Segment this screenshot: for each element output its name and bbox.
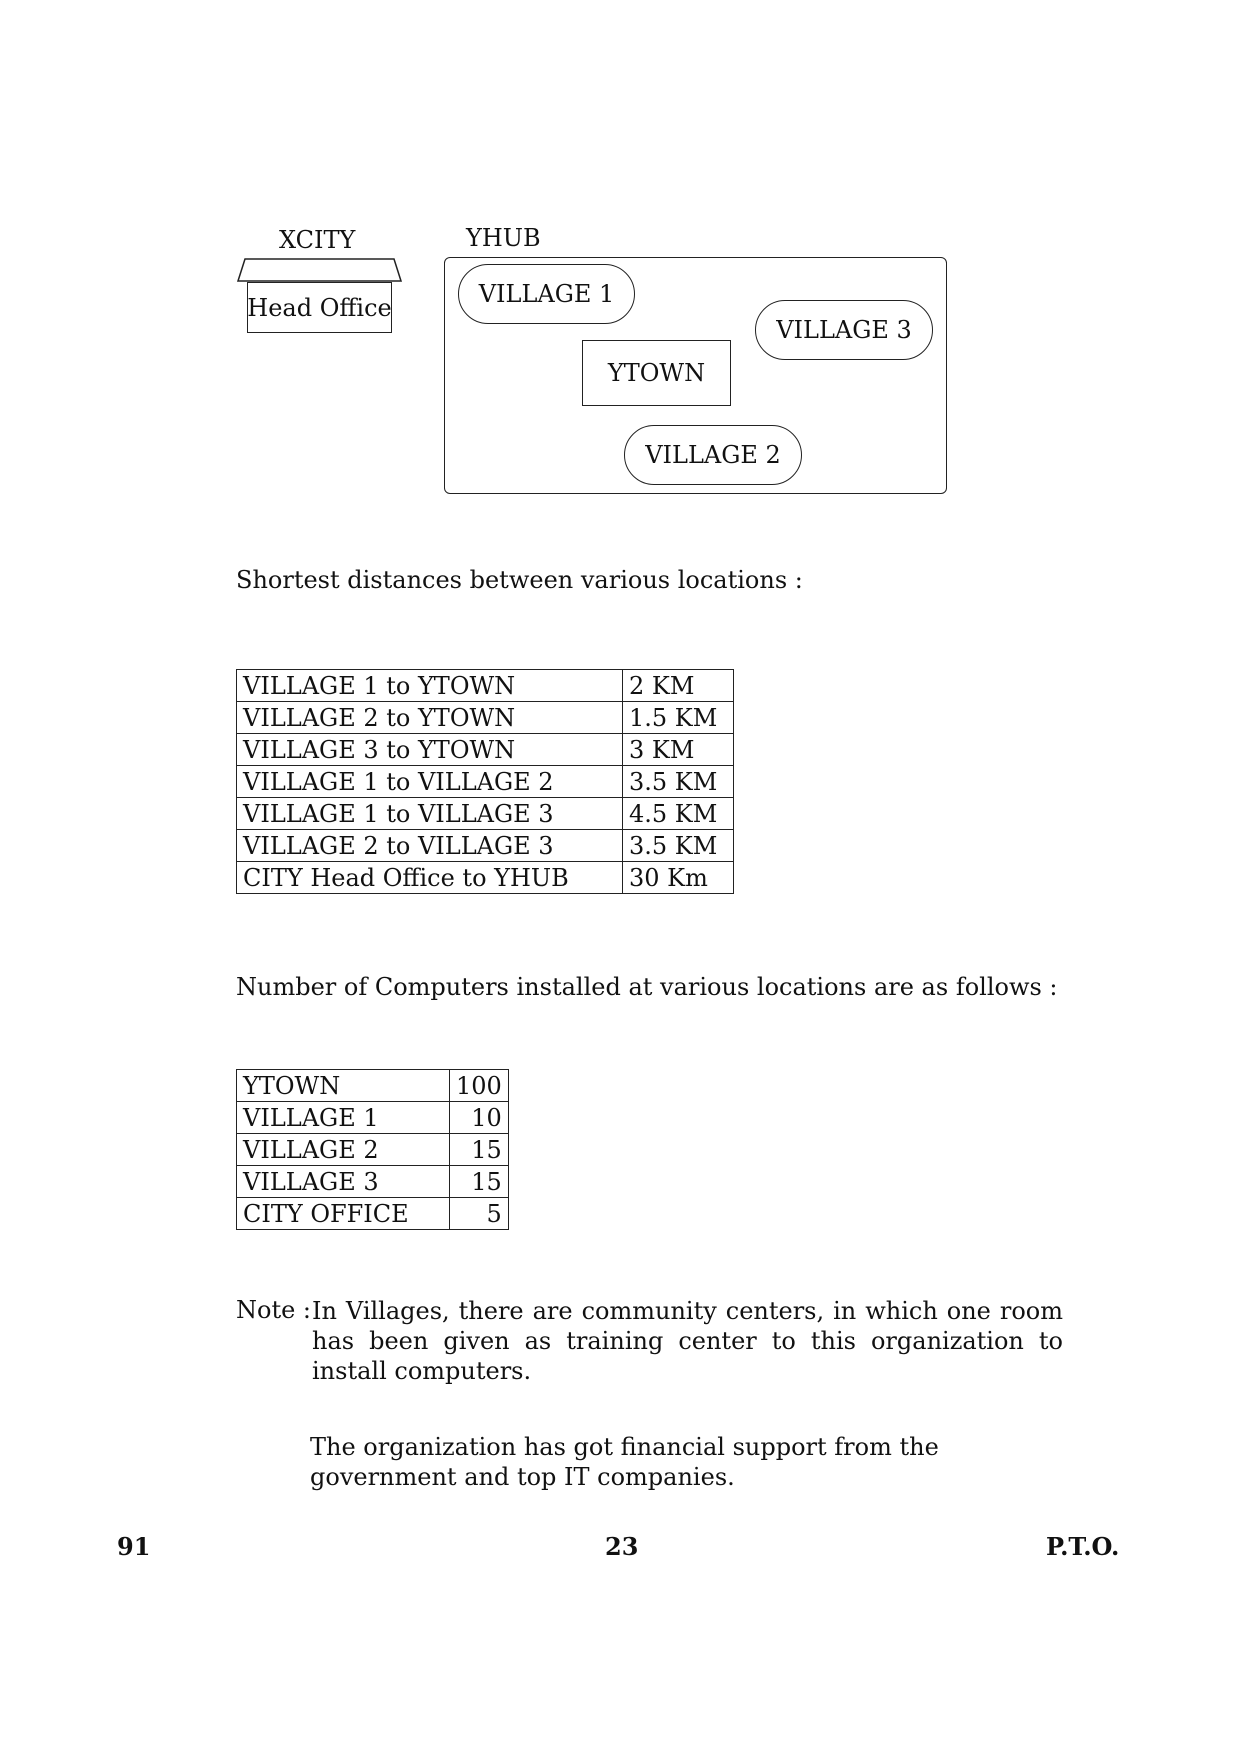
village1-node [458,264,635,324]
computers-heading: Number of Computers installed at various locations are as follows : [236,973,1058,1001]
table-row [237,766,734,798]
route-cell: CITY Head Office to YHUB [237,862,623,894]
distances-table [236,669,734,894]
head-office-label: Head Office [247,293,392,322]
location-cell: CITY OFFICE [237,1198,450,1230]
table-row [237,798,734,830]
route-cell: VILLAGE 2 to YTOWN [237,702,623,734]
location-cell: VILLAGE 3 [237,1166,450,1198]
route-cell: VILLAGE 2 to VILLAGE 3 [237,830,623,862]
distance-cell: 4.5 KM [623,798,734,830]
count-cell: 15 [450,1134,509,1166]
route-cell: VILLAGE 1 to VILLAGE 2 [237,766,623,798]
count-cell: 15 [450,1166,509,1198]
ytown-label: YTOWN [607,359,706,387]
table-row [237,1198,509,1230]
table-row [237,1166,509,1198]
distance-cell: 2 KM [623,670,734,702]
xcity-label: XCITY [279,226,356,254]
pto-label: P.T.O. [1046,1532,1120,1561]
count-cell: 10 [450,1102,509,1134]
location-cell: YTOWN [237,1070,450,1102]
distance-cell: 3.5 KM [623,766,734,798]
distance-cell: 3 KM [623,734,734,766]
distance-cell: 30 Km [623,862,734,894]
note-label: Note : [236,1296,312,1324]
location-cell: VILLAGE 1 [237,1102,450,1134]
route-cell: VILLAGE 1 to VILLAGE 3 [237,798,623,830]
count-cell: 5 [450,1198,509,1230]
table-row [237,830,734,862]
village3-label: VILLAGE 3 [776,316,912,344]
head-office-roof-icon [237,258,402,282]
ytown-node [582,340,731,406]
table-row [237,702,734,734]
table-row [237,670,734,702]
count-cell: 100 [450,1070,509,1102]
village3-node [755,300,933,360]
distances-heading: Shortest distances between various locations : [236,566,803,594]
route-cell: VILLAGE 1 to YTOWN [237,670,623,702]
table-row [237,734,734,766]
location-cell: VILLAGE 2 [237,1134,450,1166]
distance-cell: 1.5 KM [623,702,734,734]
page-number: 23 [605,1532,639,1561]
note-text: In Villages, there are community centers, in which one room has been given as training center to this organization to install computers. [312,1297,1063,1385]
footer-code: 91 [117,1532,151,1561]
computers-table [236,1069,509,1230]
route-cell: VILLAGE 3 to YTOWN [237,734,623,766]
village2-node [624,425,802,485]
distance-cell: 3.5 KM [623,830,734,862]
village2-label: VILLAGE 2 [645,441,781,469]
note-paragraph-2: The organization has got financial support from the government and top IT companies. [310,1433,939,1491]
village1-label: VILLAGE 1 [478,280,615,308]
table-row [237,1102,509,1134]
head-office-box [247,282,392,333]
table-row [237,1134,509,1166]
table-row [237,1070,509,1102]
table-row [237,862,734,894]
yhub-label: YHUB [466,224,541,252]
